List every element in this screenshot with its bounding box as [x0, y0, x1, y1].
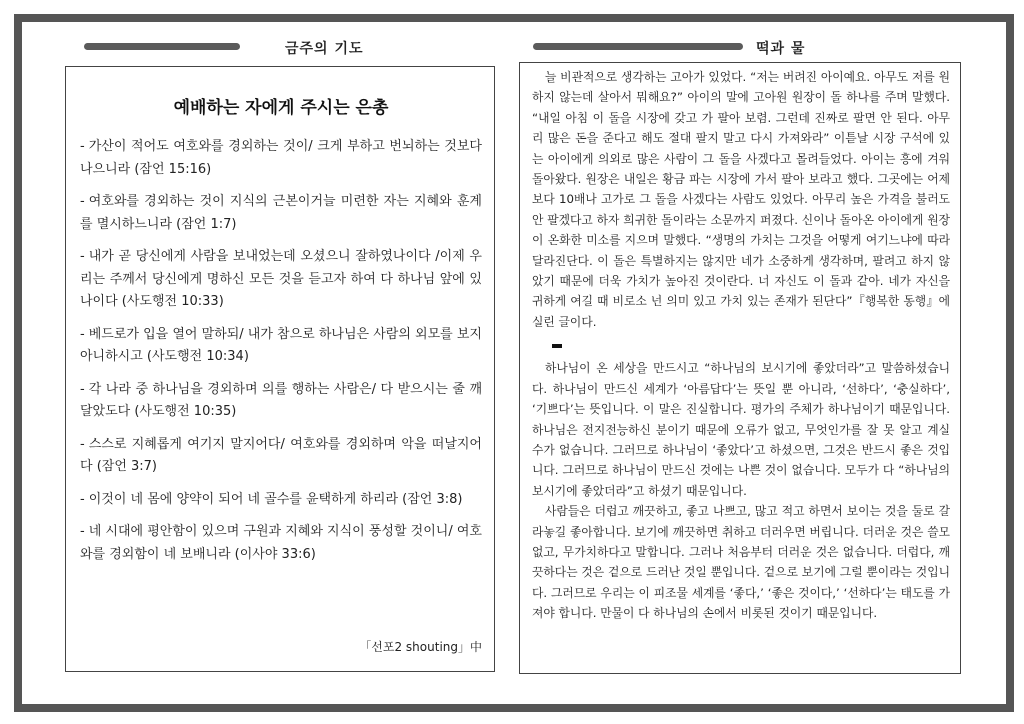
section-bullet-icon [552, 344, 562, 348]
verse-item: - 스스로 지혜롭게 여기지 말지어다/ 여호와를 경외하며 악을 떠날지어다 (잠언 3:7) [80, 436, 482, 474]
article-paragraph-3: 사람들은 더럽고 깨끗하고, 좋고 나쁘고, 많고 적고 하면서 보이는 것을 둘로 갈라놓길 좋아합니다. 보기에 깨끗하면 취하고 더러우면 버립니다. 더러운 것은 쓸모없고, 무가치하다고 말합니다. 그러나 처음부터 더러운 것은 없습니다. 더럽다, 깨끗하다는 것은 겉으로 드러난 것일 뿐입니다. 겉으로 보기에 그럴 뿐이라는 것입니다. 그러므로 우리는 이 피조물 세계를 ‘좋다,’ ‘좋은 것이다,’ ‘선하다’는 태도를 가져야 합니다. 만물이 다 하나님의 손에서 비롯된 것이기 때문입니다. [532, 504, 950, 621]
verse-item: - 네 시대에 평안함이 있으며 구원과 지혜와 지식이 풍성할 것이니/ 여호와를 경외함이 네 보배니라 (이사야 33:6) [80, 524, 482, 562]
article-paragraph-2: 하나님이 온 세상을 만드시고 “하나님의 보시기에 좋았더라”고 말씀하셨습니다. 하나님이 만드신 세계가 ‘아름답다’는 뜻일 뿐 아니라, ‘선하다’, ‘충실하다’, ‘기쁘다’는 뜻입니다. 이 말은 진실합니다. 평가의 주체가 하나님이기 때문입니다. 하나님은 전지전능하신 분이기 때문에 오류가 없고, 무엇인가를 잘 못 알고 계실 수가 없습니다. 그러므로 하나님이 ‘좋았다’고 하셨으면, 그것은 반드시 좋은 것입니다. 그러므로 하나님이 만드신 것에는 나쁜 것이 없습니다. 모두가 다 “하나님의 보시기에 좋았더라”고 하셨기 때문입니다. [532, 361, 950, 498]
source-citation: 「선포2 shouting」中 [359, 640, 482, 654]
article-box [519, 62, 961, 674]
prayer-title: 예배하는 자에게 주시는 은총 [173, 98, 389, 118]
right-header-title: 떡과 물 [756, 41, 806, 57]
left-header-title: 금주의 기도 [285, 41, 364, 57]
verse-item: - 이것이 네 몸에 양약이 되어 네 골수를 윤택하게 하리라 (잠언 3:8) [80, 491, 463, 507]
right-header-bar [533, 43, 743, 50]
verse-item: - 여호와를 경외하는 것이 지식의 근본이거늘 미련한 자는 지혜와 훈계를 멸시하느니라 (잠언 1:7) [80, 194, 482, 232]
verse-item: - 내가 곧 당신에게 사람을 보내었는데 오셨으니 잘하였나이다 /이제 우리는 주께서 당신에게 명하신 모든 것을 듣고자 하여 다 하나님 앞에 있나이다 (사도행전 10:33) [80, 249, 482, 309]
left-header-bar [84, 43, 240, 50]
verse-item: - 각 나라 중 하나님을 경외하며 의를 행하는 사람은/ 다 받으시는 줄 깨달았도다 (사도행전 10:35) [80, 381, 482, 419]
verse-item: - 가산이 적어도 여호와를 경외하는 것이/ 크게 부하고 번뇌하는 것보다 나으니라 (잠언 15:16) [80, 139, 482, 177]
article-paragraph-1: 늘 비관적으로 생각하는 고아가 있었다. “저는 버려진 아이예요. 아무도 저를 원하지 않는데 살아서 뭐해요?” 아이의 말에 고아원 원장이 돌 하나를 주며 말했다. “내일 아침 이 돌을 시장에 갖고 가 팔아 보렴. 그런데 진짜로 팔면 안 된다. 아무리 많은 돈을 준다고 해도 절대 팔지 말고 다시 가져와라” 이튿날 시장 구석에 있는 아이에게 의외로 많은 사람이 그 돌을 사겠다고 몰려들었다. 아이는 흥에 겨워 돌아왔다. 원장은 내일은 황금 파는 시장에 가서 팔아 보라고 했다. 그곳에는 어제보다 10배나 고가로 그 돌을 사겠다는 사람도 있었다. 아무리 높은 가격을 불러도 안 팔겠다고 하자 희귀한 돌이라는 소문까지 퍼졌다. 신이나 돌아온 아이에게 원장이 온화한 미소를 지으며 말했다. “생명의 가치는 그것을 어떻게 여기느냐에 따라 달라진단다. 이 돌은 특별하지는 않지만 네가 소중하게 생각하며, 팔려고 하지 않았기 때문에 더욱 가치가 높아진 것이란다. 너 자신도 이 돌과 같아. 네가 자신을 귀하게 여길 때 비로소 넌 의미 있고 가치 있는 존재가 된단다”『행복한 동행』에 실린 글이다. [532, 70, 950, 329]
verse-item: - 베드로가 입을 열어 말하되/ 내가 참으로 하나님은 사람의 외모를 보지 아니하시고 (사도행전 10:34) [80, 326, 482, 364]
prayer-box [65, 66, 495, 672]
